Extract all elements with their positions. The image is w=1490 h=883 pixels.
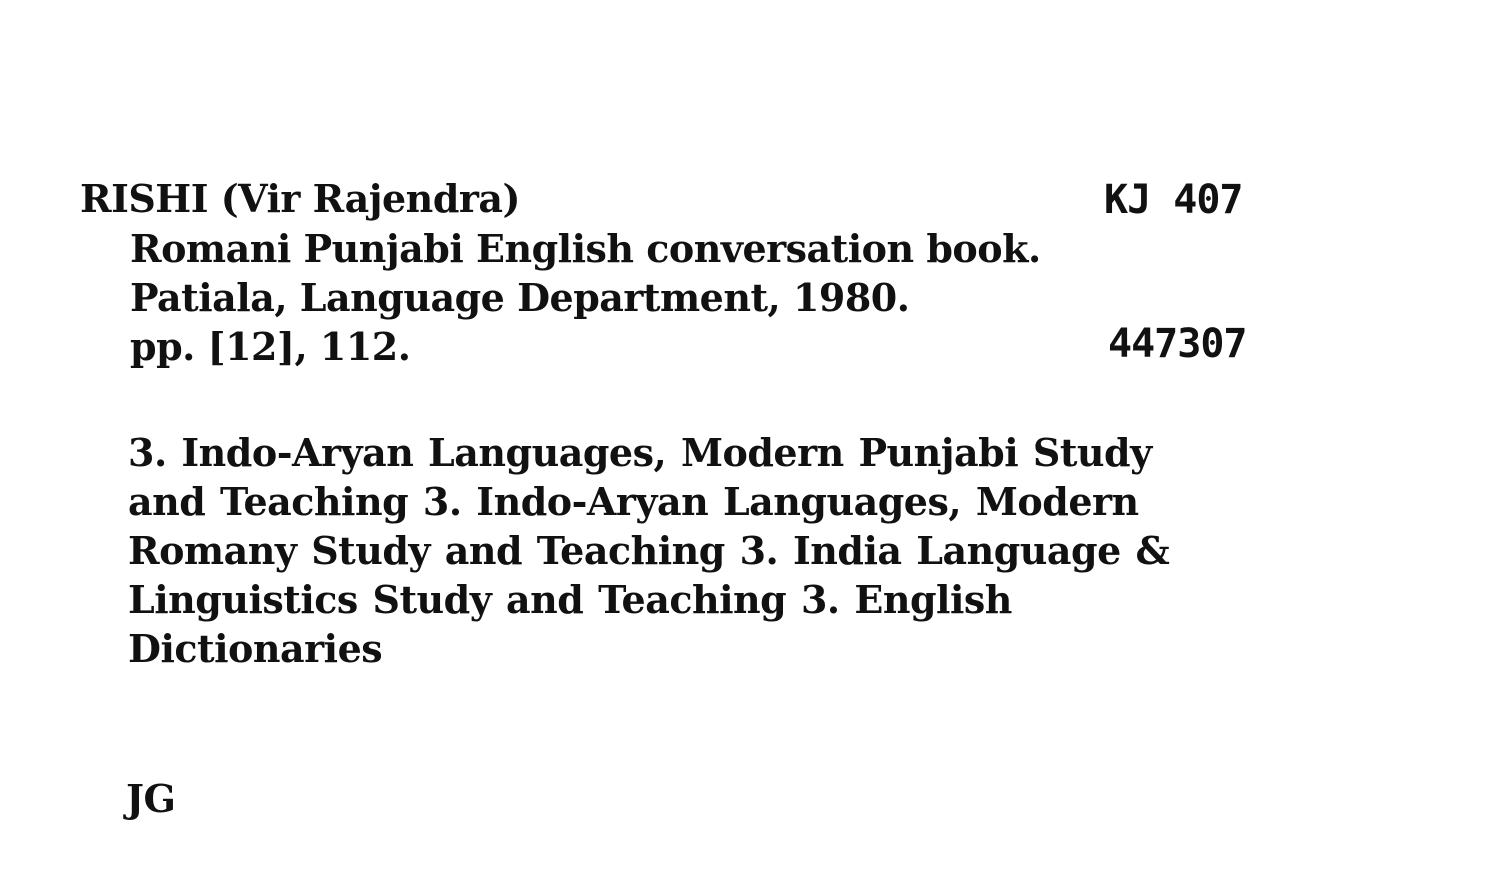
book-title: Romani Punjabi English conversation book. (130, 226, 1041, 271)
imprint: Patiala, Language Department, 1980. (130, 275, 910, 320)
classmark (1104, 80, 1247, 464)
cataloguer-initials: JG (126, 776, 176, 821)
subject-line: and Teaching 3. Indo-Aryan Languages, Modern (128, 479, 1139, 524)
subject-line: Dictionaries (128, 626, 383, 671)
author-heading: RISHI (Vir Rajendra) (80, 176, 521, 221)
subject-headings (128, 428, 1318, 673)
classmark-line-2: 447307 (1108, 321, 1247, 367)
classmark-line-1: KJ 407 (1104, 177, 1243, 223)
subject-line: 3. Indo-Aryan Languages, Modern Punjabi Study (128, 430, 1152, 475)
subject-line: Romany Study and Teaching 3. India Language & (128, 528, 1170, 573)
collation: pp. [12], 112. (130, 324, 411, 369)
subject-line: Linguistics Study and Teaching 3. English (128, 577, 1012, 622)
